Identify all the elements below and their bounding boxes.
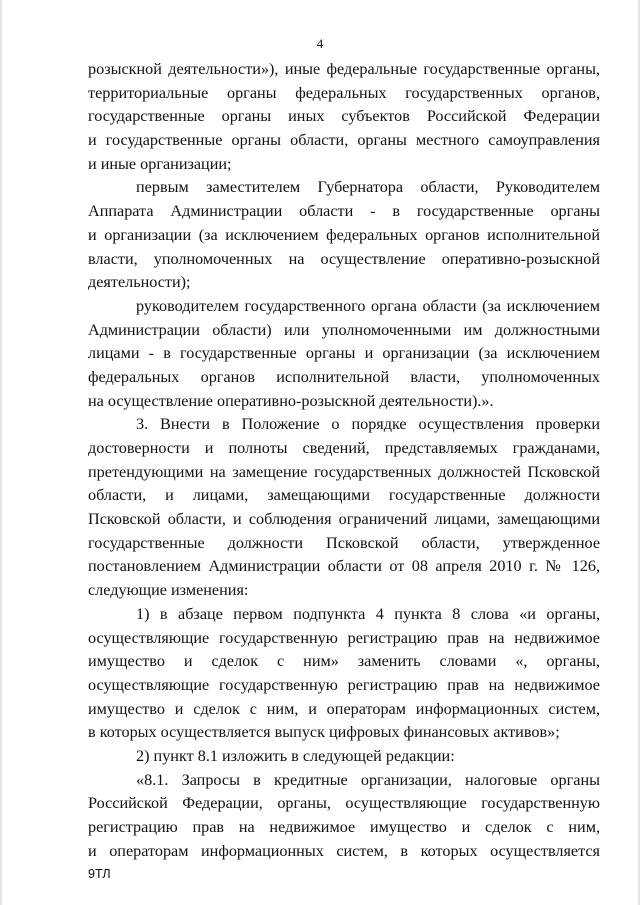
scan-edge-left bbox=[0, 0, 3, 905]
text-line: федеральных органов исполнительной власти, уполномоченных bbox=[88, 367, 600, 386]
text-line: и операторам информационных систем, в которых осуществляется bbox=[88, 841, 600, 860]
text-line: достоверности и полноты сведений, представляемых гражданами, bbox=[88, 439, 600, 457]
document-body bbox=[88, 58, 600, 863]
text-line: области, и лицами, замещающими государственные должности bbox=[88, 486, 600, 505]
text-line: власти, уполномоченных на осуществление оперативно-розыскной bbox=[88, 249, 600, 268]
text-line: «8.1. Запросы в кредитные организации, налоговые органы bbox=[136, 770, 600, 789]
text-line: деятельности); bbox=[88, 273, 191, 292]
text-line: Аппарата Администрации области - в государственные органы bbox=[88, 202, 600, 221]
document-code: 9ТЛ bbox=[88, 867, 111, 881]
text-line: регистрацию прав на недвижимое имущество и сделок с ним, bbox=[88, 818, 600, 836]
text-line: претендующими на замещение государственных должностей Псковской bbox=[88, 462, 600, 481]
text-line: 1) в абзаце первом подпункта 4 пункта 8 слова «и органы, bbox=[136, 604, 600, 623]
text-line: Администрации области) или уполномоченными им должностными bbox=[88, 320, 600, 339]
text-line: 3. Внести в Положение о порядке осуществления проверки bbox=[136, 415, 600, 434]
text-line: розыскной деятельности»), иные федеральные государственные органы, bbox=[88, 60, 600, 78]
text-line: Псковской области, и соблюдения ограничений лицами, замещающими bbox=[88, 510, 600, 529]
text-line: территориальные органы федеральных государственных органов, bbox=[88, 83, 600, 102]
text-line: 2) пункт 8.1 изложить в следующей редакции: bbox=[136, 746, 455, 765]
text-line: и государственные органы области, органы местного самоуправления bbox=[88, 131, 600, 150]
text-line: и иные организации; bbox=[88, 154, 232, 173]
text-line: руководителем государственного органа области (за исключением bbox=[136, 296, 600, 315]
text-line: имущество и сделок с ним, и операторам информационных систем, bbox=[88, 699, 600, 718]
text-line: Российской Федерации, органы, осуществляющие государственную bbox=[88, 794, 600, 813]
text-line: осуществляющие государственную регистрацию прав на недвижимое bbox=[88, 675, 600, 694]
text-line: государственные органы иных субъектов Российской Федерации bbox=[88, 107, 600, 126]
text-line: государственные должности Псковской области, утвержденное bbox=[88, 533, 600, 552]
text-line: осуществляющие государственную регистрацию прав на недвижимое bbox=[88, 628, 600, 647]
text-line: первым заместителем Губернатора области, Руководителем bbox=[136, 178, 600, 197]
text-line: постановлением Администрации области от 08 апреля 2010 г. № 126, bbox=[88, 557, 600, 576]
text-line: следующие изменения: bbox=[88, 581, 249, 600]
text-line: и организации (за исключением федеральных органов исполнительной bbox=[88, 225, 600, 244]
text-line: на осуществление оперативно-розыскной деятельности).». bbox=[88, 391, 494, 410]
text-line: лицами - в государственные органы и организации (за исключением bbox=[88, 344, 600, 363]
text-line: в которых осуществляется выпуск цифровых финансовых активов»; bbox=[88, 723, 560, 742]
text-line: имущество и сделок с ним» заменить словами «, органы, bbox=[88, 652, 600, 671]
page-number: 4 bbox=[316, 36, 324, 51]
